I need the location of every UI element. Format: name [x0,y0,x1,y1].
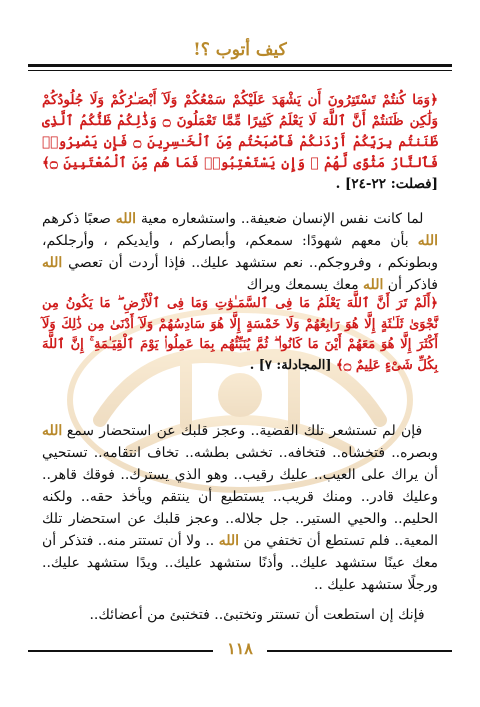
verse-reference: [المجادلة: ٧] . [249,357,332,373]
quran-verse-mujadila [42,294,438,376]
text-run: صعبًا ذكرهم [42,211,111,227]
quran-verse-fussilat [42,90,438,195]
page-number: ١١٨ [227,639,253,658]
page-header [28,38,452,78]
divine-name: الله [417,233,438,249]
text-run: بأن معهم شهودًا: سمعكم، وأبصاركم ، وأيديكم ، وأرجلكم، وبطونكم ، وفروجكم.. نعم ستشهد عليك.. فإذا أردت أن تعصي [42,233,438,271]
text-run: فاذكر أن [387,277,438,293]
verse-reference: [فصلت: ٢٢-٢٤] . [335,176,438,192]
text-run: .. ولا أن تستتر منه.. فتذكر أن معك عينًا ستشهد عليك.. وأذنًا ستشهد عليك.. ويدًا ستشهد عليك.. ورجلًا ستشهد عليك .. [42,533,438,593]
footer-rule-right [267,650,452,652]
header-rule-thin [28,70,452,71]
divine-name: الله [42,423,63,439]
paragraph-3 [42,604,438,626]
verse-text: ﴿أَلَمْ تَرَ أَنَّ ٱللَّهَ يَعْلَمُ مَا فِى ٱلسَّمَـٰوَٰتِ وَمَا فِى ٱلْأَرْضِ ۖ مَا يَكُونُ مِن نَّجْوَىٰ ثَلَـٰثَةٍ إِلَّا هُوَ رَابِعُهُمْ وَلَا خَمْسَةٍ إِلَّا هُوَ سَادِسُهُمْ وَلَآ أَدْنَىٰ مِن ذَٰلِكَ وَلَآ أَكْثَرَ إِلَّا هُوَ مَعَهُمْ أَيْنَ مَا كَانُوا۟ ۖ ثُمَّ يُنَبِّئُهُم بِمَا عَمِلُوا۟ يَوْمَ ٱلْقِيَـٰمَةِ ۚ إِنَّ ٱللَّهَ بِكُلِّ شَىْءٍ عَلِيمٌ ۝﴾ [42,296,438,373]
text-run: وبصره.. فتخشاه.. فتخافه.. تخشى بطشه.. تخاف انتقامه.. تستحيي أن يراك على العيب.. عليك رقيب.. وهو الذي يسترك.. فوقك قاهر.. وعليك قادر.. ومنك قريب.. يستطيع أن ينتقم ويأخذ حقه.. ولكنه الحليم.. والحيي الستير.. جل جلاله.. وعجز قلبك عن استحضار تلك المعية.. فلم تستطع أن تختفي من [42,445,438,549]
paragraph-2 [42,420,438,596]
divine-name: الله [363,277,384,293]
divine-name: الله [42,255,63,271]
divine-name: الله [115,211,137,227]
text-run: فإنك إن استطعت أن تستتر وتختبئ.. فتختبئ من أعضائك.. [89,607,425,623]
running-title: كيف أتوب ؟! [193,40,287,60]
verse-text: ﴿وَمَا كُنتُمْ تَسْتَتِرُونَ أَن يَشْهَدَ عَلَيْكُمْ سَمْعُكُمْ وَلَآ أَبْصَـٰرُكُمْ وَلَا جُلُودُكُمْ وَلَٰكِن ظَنَنتُمْ أَنَّ ٱللَّهَ لَا يَعْلَمُ كَثِيرًا مِّمَّا تَعْمَلُونَ ۝ وَذَٰلِكُمْ ظَنُّكُمُ ٱلَّذِى ظَنَنتُم بِرَبِّكُمْ أَرْدَىٰكُمْ فَأَصْبَحْتُم مِّنَ ٱلْخَـٰسِرِينَ ۝ فَإِن يَصْبِرُوا۟ فَٱلنَّارُ مَثْوًى لَّهُمْ ۖ وَإِن يَسْتَعْتِبُوا۟ فَمَا هُم مِّنَ ٱلْمُعْتَبِينَ ۝﴾ [42,92,438,171]
divine-name: الله [218,533,240,549]
header-rule-thick [28,64,452,67]
text-run: معك يسمعك ويراك [246,277,359,293]
paragraph-1 [42,208,438,296]
text-run: لما كانت نفس الإنسان ضعيفة.. واستشعاره معية [140,211,424,227]
text-run: فإن لم تستشعر تلك القضية.. وعجز قلبك عن استحضار سمع [66,423,423,439]
page-footer [28,640,452,670]
